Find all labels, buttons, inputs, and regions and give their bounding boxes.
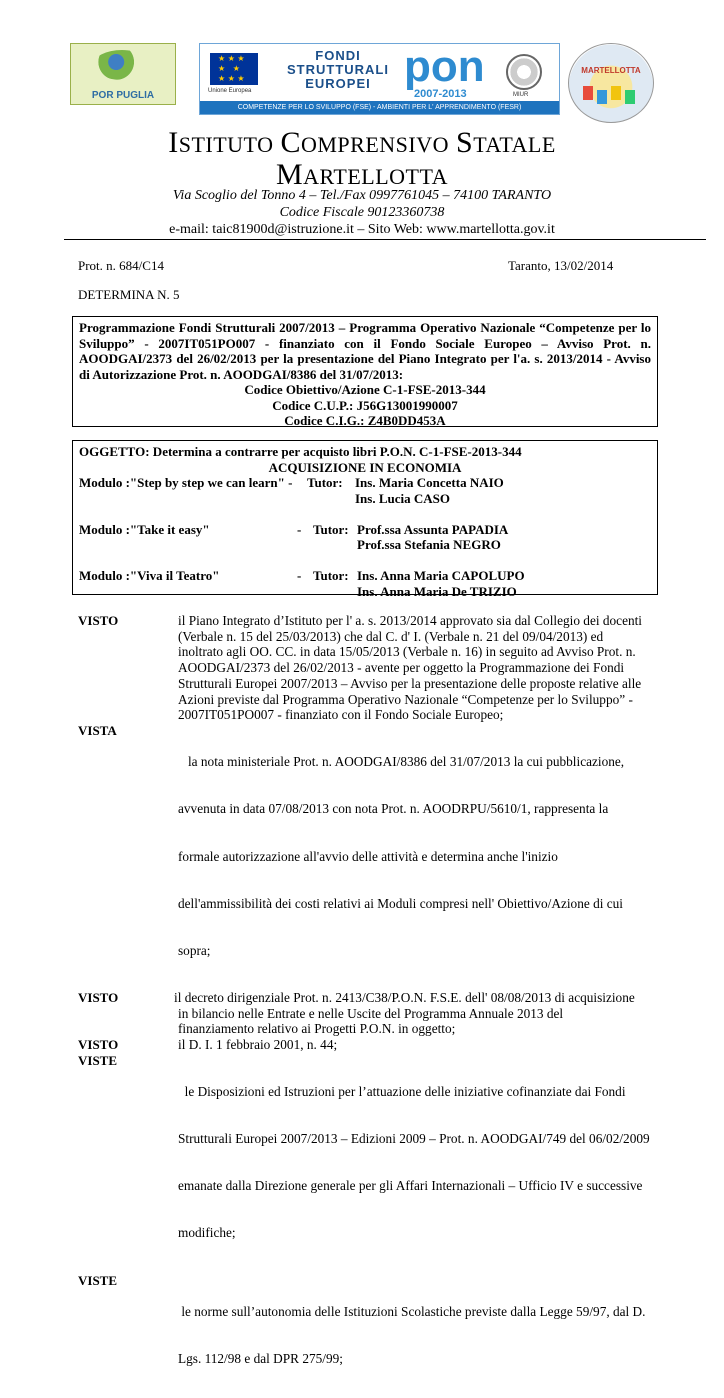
clause-line: Azioni previste dal Programma Operativo Nazionale “Competenze per lo Sviluppo” - xyxy=(178,691,633,707)
clause-line: (Verbale n. 15 del 25/03/2013) che dal C. d' I. (Verbale n. 21 del 09/04/2013) ed xyxy=(178,628,604,644)
pon-banner-logo xyxy=(199,43,560,115)
module-dash: - xyxy=(297,521,302,537)
contact-line: e-mail: taic81900d@istruzione.it – Sito Web: www.martellotta.gov.it xyxy=(169,222,555,237)
oggetto-text: OGGETTO: Determina a contrarre per acquisto libri P.O.N. C-1-FSE-2013-344 xyxy=(79,444,522,459)
clause xyxy=(78,1053,658,1273)
school-name: MARTELLOTTA xyxy=(275,158,449,191)
clause-line: Lgs. 112/98 e dal DPR 275/99; xyxy=(178,1351,343,1367)
clause-label: VISTE xyxy=(78,1272,118,1288)
clause-line: sopra; xyxy=(178,942,211,958)
eu-caption: Unione Europea xyxy=(208,88,252,94)
oggetto-box xyxy=(72,440,658,599)
clause xyxy=(78,1273,658,1398)
pon-wordmark: pon xyxy=(404,42,485,91)
eu-flag-icon xyxy=(210,53,258,85)
clause xyxy=(78,990,658,1037)
clause-label: VISTO xyxy=(78,1036,119,1052)
codice-obiettivo: Codice Obiettivo/Azione C-1-FSE-2013-344 xyxy=(244,382,486,397)
tutor-name: Ins. Anna Maria De TRIZIO xyxy=(357,583,517,599)
clause-line: AOODGAI/2373 del 26/02/2013 - avente per oggetto la Programmazione dei Fondi xyxy=(178,660,625,676)
clause-line: dell'ammissibilità dei costi relativi ai Moduli compresi nell' Obiettivo/Azione di cui xyxy=(178,895,623,911)
clause-line: avvenuta in data 07/08/2013 con nota Prot. n. AOODRPU/5610/1, rappresenta la xyxy=(178,801,609,817)
logo-figure-icon xyxy=(611,86,621,100)
determina-number: DETERMINA N. 5 xyxy=(78,287,180,302)
module-row xyxy=(79,568,651,584)
module-dash: - xyxy=(297,568,302,583)
clause-line: Strutturali Europei 2007/2013 – Avviso per la presentazione delle proposte relative alle xyxy=(178,675,642,691)
protocol-number: Prot. n. 684/C14 xyxy=(78,258,164,273)
clause-line: inoltrato agli OO. CC. in data 15/05/2013 (Verbale n. 16) in seguito ad Avviso Prot. n. xyxy=(178,644,636,660)
clause-line: emanate dalla Direzione generale per gli Affari Internazionali – Ufficio IV e successive xyxy=(178,1178,643,1194)
tutor-name: Ins. Maria Concetta NAIO xyxy=(355,475,504,490)
clause-line: la nota ministeriale Prot. n. AOODGAI/8386 del 31/07/2013 la cui pubblicazione, xyxy=(178,754,625,770)
clause-label: VISTE xyxy=(78,1052,118,1068)
codice-cup: Codice C.U.P.: J56G13001990007 xyxy=(272,397,458,413)
clause xyxy=(78,723,658,990)
clause-line: le norme sull’autonomia delle Istituzioni Scolastiche previste dalla Legge 59/97, dal D. xyxy=(178,1303,646,1319)
acquisizione-text: ACQUISIZIONE IN ECONOMIA xyxy=(268,459,462,475)
clause-line: modifiche; xyxy=(178,1225,236,1241)
clause-line: formale autorizzazione all'avvio delle attività e determina anche l'inizio xyxy=(178,848,558,864)
module-row xyxy=(79,491,651,507)
clause-line: il Piano Integrato d’Istituto per l' a. s. 2013/2014 approvato sia dal Collegio dei docenti xyxy=(178,613,643,628)
clause-line: il D. I. 1 febbraio 2001, n. 44; xyxy=(178,1036,338,1052)
tutor-name: Ins. Lucia CASO xyxy=(355,490,450,506)
clause-line: Strutturali Europei 2007/2013 – Edizioni 2009 – Prot. n. AOODGAI/749 del 06/02/2009 xyxy=(178,1131,650,1147)
module-name: Modulo :"Take it easy" xyxy=(79,521,210,537)
tutor-name: Prof.ssa Assunta PAPADIA xyxy=(357,521,509,537)
module-row xyxy=(79,584,651,600)
programme-box xyxy=(72,316,658,427)
module-row xyxy=(79,522,651,538)
puglia-swirl-icon xyxy=(93,50,151,80)
clause-line: in bilancio nelle Entrate e nelle Uscite del Programma Annuale 2013 del xyxy=(178,1005,564,1021)
module-row xyxy=(79,537,651,553)
school-logo-text: MARTELLOTTA xyxy=(581,66,641,75)
module-name: Modulo :"Viva il Teatro" xyxy=(79,568,220,583)
pon-band-text: COMPETENZE PER LO SVILUPPO (FSE) - AMBIENTI PER L' APPRENDIMENTO (FESR) xyxy=(200,101,559,114)
school-title-line2 xyxy=(0,158,724,192)
puglia-logo-text: POR PUGLIA xyxy=(91,90,155,101)
clause-line: finanziamento relativo ai Progetti P.O.N. in oggetto; xyxy=(178,1021,456,1037)
header-divider xyxy=(64,239,706,240)
logo-figure-icon xyxy=(625,90,635,104)
school-title-line1 xyxy=(0,126,724,160)
logo-figure-icon xyxy=(597,90,607,104)
place-date: Taranto, 13/02/2014 xyxy=(508,258,614,273)
por-puglia-logo xyxy=(70,43,176,105)
clause-label: VISTA xyxy=(78,722,117,738)
module-row xyxy=(79,475,651,491)
clause-label: VISTO xyxy=(78,989,119,1005)
miur-caption: MIUR xyxy=(513,92,529,98)
tutor-name: Ins. Anna Maria CAPOLUPO xyxy=(357,568,525,583)
fiscal-code: Codice Fiscale 90123360738 xyxy=(279,205,445,220)
clause-label: VISTO xyxy=(78,613,119,628)
tutor-name: Prof.ssa Stefania NEGRO xyxy=(357,537,501,552)
tutor-label: Tutor: xyxy=(313,568,349,583)
italian-republic-emblem-icon xyxy=(506,54,542,90)
module-name: Modulo :"Step by step we can learn" - xyxy=(79,475,293,490)
clause-line: 2007IT051PO007 - finanziato con il Fondo Sociale Europeo; xyxy=(178,707,504,723)
tutor-label: Tutor: xyxy=(307,475,343,490)
logo-figure-icon xyxy=(583,86,593,100)
clauses-section xyxy=(78,613,658,1398)
clause-line: il decreto dirigenziale Prot. n. 2413/C38/P.O.N. F.S.E. dell' 08/08/2013 di acquisizione xyxy=(174,989,635,1005)
clause xyxy=(78,613,658,723)
fondi-strutturali-text: FONDI STRUTTURALI EUROPEI xyxy=(287,48,389,91)
pon-years: 2007-2013 xyxy=(414,88,467,100)
school-logo xyxy=(568,43,654,123)
school-title: ISTITUTO COMPRENSIVO STATALE xyxy=(168,126,556,159)
school-address: Via Scoglio del Tonno 4 – Tel./Fax 0997761045 – 74100 TARANTO xyxy=(172,188,552,203)
programme-text: Programmazione Fondi Strutturali 2007/2013 – Programma Operativo Nazionale “Competenze per lo Sviluppo” - 2007IT051PO007 - finanziato con il Fondo Sociale Europeo – Avviso Prot. n. AOODGAI/2373 del 26/02/2013 per la presentazione del Piano Integrato per l'a. s. 2013/2014 - Avviso di Autorizzazione Prot. n. AOODGAI/8386 del 31/07/2013: xyxy=(79,320,651,382)
clause xyxy=(78,1037,658,1053)
clause-line: le Disposizioni ed Istruzioni per l’attuazione delle iniziative cofinanziate dai Fondi xyxy=(178,1084,626,1100)
tutor-label: Tutor: xyxy=(313,521,349,537)
codice-cig: Codice C.I.G.: Z4B0DD453A xyxy=(284,413,446,428)
